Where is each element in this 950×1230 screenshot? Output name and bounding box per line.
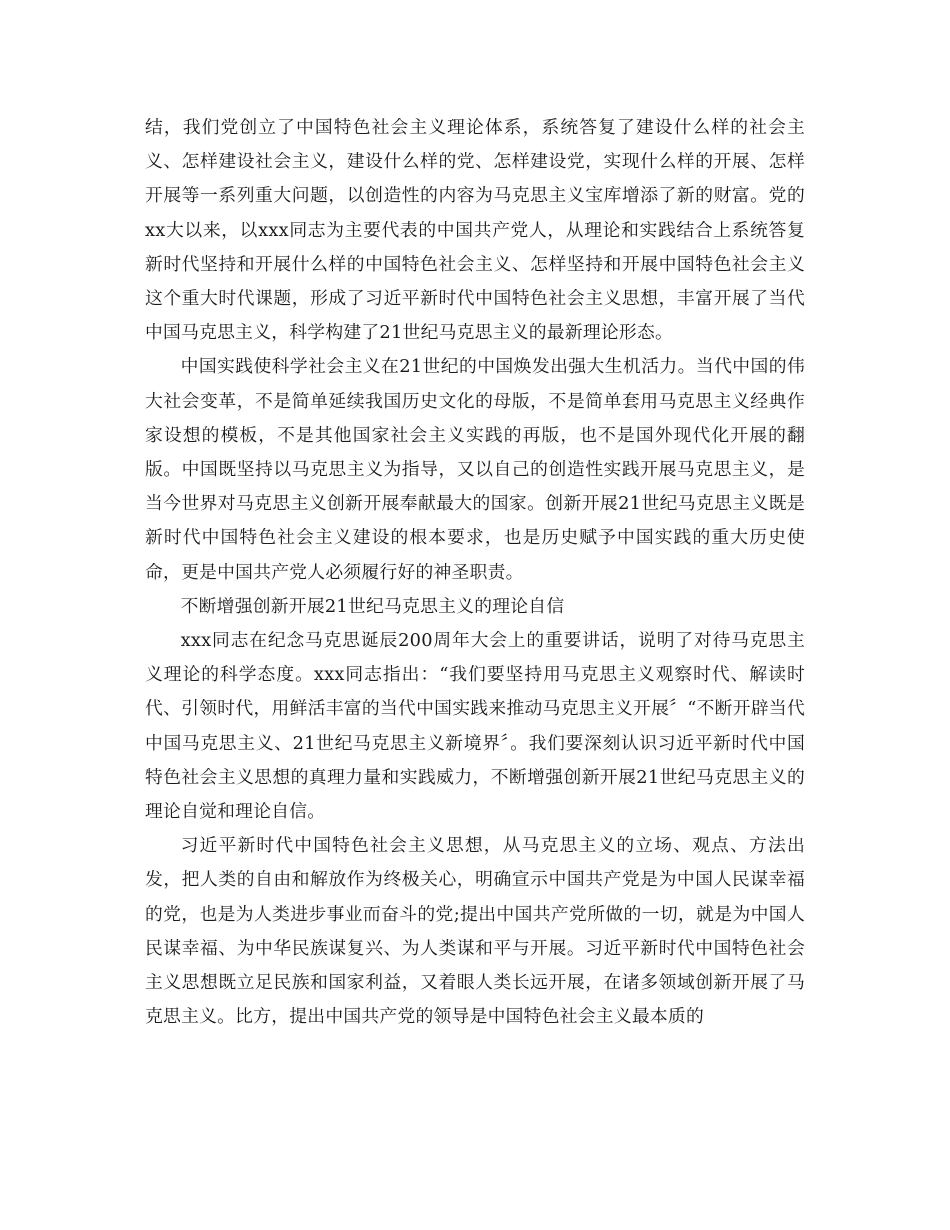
paragraph-3: xxx同志在纪念马克思诞辰200周年大会上的重要讲话，说明了对待马克思主义理论的科学态度。xxx同志指出：“我们要坚持用马克思主义观察时代、解读时代、引领时代，用鲜活丰富的当代中国实践来推动马克思主义开展〞“不断开辟当代中国马克思主义、21世纪马克思主义新境界〞。我们要深刻认识习近平新时代中国特色社会主义思想的真理力量和实践威力，不断增强创新开展21世纪马克思主义的理论自觉和理论自信。: [145, 630, 805, 823]
section-heading: 不断增强创新开展21世纪马克思主义的理论自信: [180, 595, 565, 617]
paragraph-4: 习近平新时代中国特色社会主义思想，从马克思主义的立场、观点、方法出发，把人类的自由和解放作为终极关心，明确宣示中国共产党是为中国人民谋幸福的党，也是为人类进步事业而奋斗的党;提出中国共产党所做的一切，就是为中国人民谋幸福、为中华民族谋复兴、为人类谋和平与开展。习近平新时代中国特色社会主义思想既立足民族和国家利益，又着眼人类长远开展，在诸多领域创新开展了马克思主义。比方，提出中国共产党的领导是中国特色社会主义最本质的: [145, 835, 805, 1028]
paragraph-1: 结，我们党创立了中国特色社会主义理论体系，系统答复了建设什么样的社会主义、怎样建设社会主义，建设什么样的党、怎样建设党，实现什么样的开展、怎样开展等一系列重大问题，以创造性的内容为马克思主义宝库增添了新的财富。党的xx大以来，以xxx同志为主要代表的中国共产党人，从理论和实践结合上系统答复新时代坚持和开展什么样的中国特色社会主义、怎样坚持和开展中国特色社会主义这个重大时代课题，形成了习近平新时代中国特色社会主义思想，丰富开展了当代中国马克思主义，科学构建了21世纪马克思主义的最新理论形态。: [145, 117, 805, 344]
document-body: [145, 111, 805, 1034]
paragraph-2: 中国实践使科学社会主义在21世纪的中国焕发出强大生机活力。当代中国的伟大社会变革，不是简单延续我国历史文化的母版，不是简单套用马克思主义经典作家设想的模板，不是其他国家社会主义实践的再版，也不是国外现代化开展的翻版。中国既坚持以马克思主义为指导，又以自己的创造性实践开展马克思主义，是当今世界对马克思主义创新开展奉献最大的国家。创新开展21世纪马克思主义既是新时代中国特色社会主义建设的根本要求，也是历史赋予中国实践的重大历史使命，更是中国共产党人必须履行好的神圣职责。: [145, 356, 805, 583]
